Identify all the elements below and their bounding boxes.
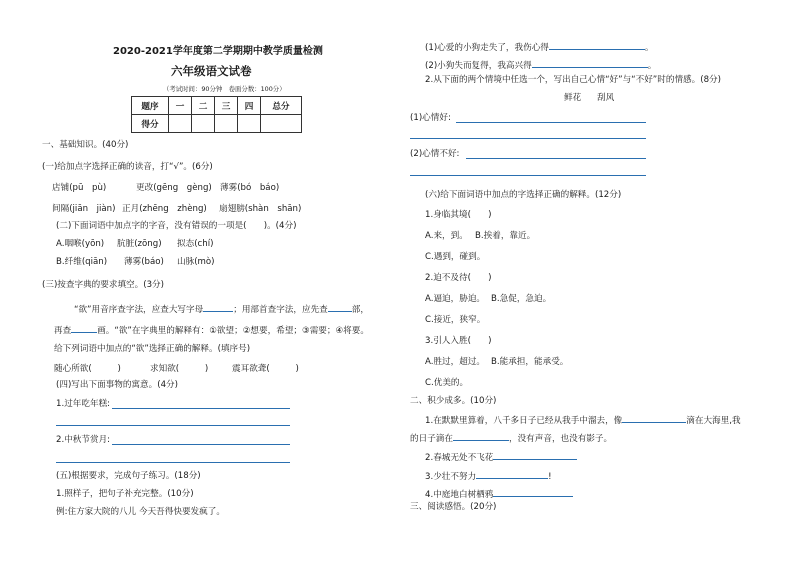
answer-line[interactable] <box>456 122 646 123</box>
answer-blank[interactable] <box>71 323 97 333</box>
r-text: 。 <box>647 61 657 71</box>
q3-text: 部， <box>351 305 369 315</box>
score-table <box>131 96 302 133</box>
answer-blank[interactable] <box>203 302 233 312</box>
q5-item-1: 1.照样子，把句子补充完整。(10分) <box>56 489 194 499</box>
r-text: (1)心爱的小狗走失了，我伤心得 <box>425 43 549 53</box>
q3-item: 求知欲( ) <box>150 364 209 374</box>
answer-line[interactable] <box>56 425 290 426</box>
s2-text: 的日子滴在 <box>410 434 453 444</box>
q1-option: 扇翅膀(shàn shān) <box>219 204 302 214</box>
q6-item-3: 3.引人入胜( ) <box>425 336 492 346</box>
score-header-cell: 四 <box>238 97 261 115</box>
q3-item: 随心所欲( ) <box>54 364 121 374</box>
question-6: (六)给下面词语中加点的字选择正确的解释。(12分) <box>425 190 622 200</box>
q6-option: B.能承担，能承受。 <box>491 357 569 367</box>
q2-option: 山脉(mò) <box>177 257 215 267</box>
answer-line[interactable] <box>112 444 290 445</box>
question-3: (三)按查字典的要求填空。(3分) <box>42 280 165 290</box>
q6-option: C.接近，狭窄。 <box>425 315 486 325</box>
answer-line[interactable] <box>466 158 646 159</box>
score-header-cell: 一 <box>169 97 192 115</box>
q2-option: 薄雾(báo) <box>124 257 164 267</box>
q4-item-1: 1.过年吃年糕: <box>56 399 111 409</box>
answer-blank[interactable] <box>453 431 509 441</box>
score-cell[interactable] <box>215 115 238 133</box>
answer-blank[interactable] <box>493 487 573 497</box>
q3-text: 再查 <box>54 326 72 336</box>
exam-subtitle: 六年级语文试卷 <box>171 64 252 78</box>
score-header-cell: 题序 <box>132 97 169 115</box>
r-option: 刮风 <box>597 93 615 103</box>
question-1: (一)给加点字选择正确的读音，打“√”。(6分) <box>42 162 213 172</box>
q2-option: 肮脏(zōng) <box>117 239 162 249</box>
question-5: (五)根据要求，完成句子练习。(18分) <box>56 471 201 481</box>
s2-text: ，没有声音，也没有影子。 <box>508 434 613 444</box>
q1-option: 正月(zhēng zhèng) <box>122 204 207 214</box>
q6-item-1: 1.身临其境( ) <box>425 210 492 220</box>
q3-item: 震耳欲聋( ) <box>232 364 299 374</box>
q3-text: “欲”用音序查字法，应查大写字母 <box>74 305 204 315</box>
s2-text: 2.春城无处不飞花 <box>425 453 494 463</box>
q6-option: B.挨着，靠近。 <box>475 231 536 241</box>
q1-option: 间隔(jiān jiàn) <box>52 204 116 214</box>
answer-line[interactable] <box>410 138 646 139</box>
r-mood-bad: (2)心情不好: <box>410 149 460 159</box>
q3-line-3: 给下列词语中加点的“欲”选择正确的解释。(填序号) <box>54 344 251 354</box>
s2-text: 滴在大海里,我 <box>686 416 741 426</box>
r-item-2 <box>425 58 656 72</box>
score-table-header-row <box>132 97 302 115</box>
score-header-cell: 三 <box>215 97 238 115</box>
q1-option: 店铺(pū pù) <box>52 183 107 193</box>
s2-item-2 <box>425 450 577 464</box>
q3-line-2 <box>54 323 369 337</box>
r-option: 鲜花 <box>564 93 582 103</box>
q3-text: ；用部首查字法，应先查 <box>233 305 328 315</box>
q2-option: B.纤维(qiān) <box>56 257 108 267</box>
exam-info: （考试时间：90分钟 卷面分数：100分） <box>163 85 286 93</box>
q2-option: 拟态(chí) <box>177 239 214 249</box>
q6-option: C.优美的。 <box>425 378 469 388</box>
s2-item-3 <box>425 469 552 483</box>
score-cell[interactable] <box>238 115 261 133</box>
score-row-label: 得分 <box>132 115 169 133</box>
q4-item-2: 2.中秋节赏月: <box>56 435 111 445</box>
s2-text: 4.中庭地白树栖鸦 <box>425 490 494 500</box>
q1-option: 更改(gēng gèng) <box>136 183 212 193</box>
score-table-row <box>132 115 302 133</box>
answer-blank[interactable] <box>493 450 577 460</box>
s2-item-4 <box>425 487 573 501</box>
section-1-heading: 一、基础知识。(40分) <box>42 140 129 150</box>
r-item-1 <box>425 40 654 54</box>
r-text: 。 <box>644 43 654 53</box>
score-cell[interactable] <box>261 115 302 133</box>
s2-text: ! <box>548 472 552 482</box>
answer-blank[interactable] <box>476 469 548 479</box>
q2-option: A.咽喉(yōn) <box>56 239 105 249</box>
q6-item-2: 2.迫不及待( ) <box>425 273 492 283</box>
r-text: (2)小狗失而复得，我高兴得 <box>425 61 532 71</box>
question-4: (四)写出下面事物的寓意。(4分) <box>56 380 179 390</box>
answer-blank[interactable] <box>328 302 352 312</box>
section-2-heading: 二、积少成多。(10分) <box>410 396 497 406</box>
answer-blank[interactable] <box>549 40 645 50</box>
answer-blank[interactable] <box>622 413 686 423</box>
r-mood-good: (1)心情好: <box>410 113 451 123</box>
score-cell[interactable] <box>169 115 192 133</box>
q6-option: C.遇到，碰到。 <box>425 252 486 262</box>
answer-line[interactable] <box>410 175 646 176</box>
score-header-cell: 总分 <box>261 97 302 115</box>
score-header-cell: 二 <box>192 97 215 115</box>
answer-line[interactable] <box>56 462 290 463</box>
score-cell[interactable] <box>192 115 215 133</box>
s2-item-1-cont <box>410 431 612 445</box>
s2-text: 3.少壮不努力 <box>425 472 477 482</box>
s2-item-1 <box>425 413 741 427</box>
q3-line-1 <box>74 302 369 316</box>
q5-example: 例:住方家大院的八儿 今天吾得快要发疯了。 <box>56 507 225 517</box>
exam-title: 2020-2021学年度第二学期期中教学质量检测 <box>113 46 323 57</box>
r-question-2: 2.从下面的两个情境中任选一个，写出自己心情“好”与“不好”时的情感。(8分) <box>425 75 721 85</box>
s2-text: 1.在默默里算着，八千多日子已经从我手中溜去，像 <box>425 416 623 426</box>
q6-option: B.急促，急迫。 <box>491 294 552 304</box>
section-3-heading: 三、阅读感悟。(20分) <box>410 502 497 512</box>
q6-option: A.逼迫，胁迫。 <box>425 294 486 304</box>
answer-blank[interactable] <box>532 58 648 68</box>
q6-option: A.胜过，超过。 <box>425 357 486 367</box>
q1-option: 薄雾(bó báo) <box>220 183 280 193</box>
answer-line[interactable] <box>112 408 290 409</box>
q6-option: A.来，到。 <box>425 231 468 241</box>
q3-text: 画。“欲”在字典里的解释有：①欲望；②想要，希望；③需要；④将要。 <box>97 326 369 336</box>
question-2: (二)下面词语中加点字的字音，没有错误的一项是( )。(4分) <box>56 221 297 231</box>
